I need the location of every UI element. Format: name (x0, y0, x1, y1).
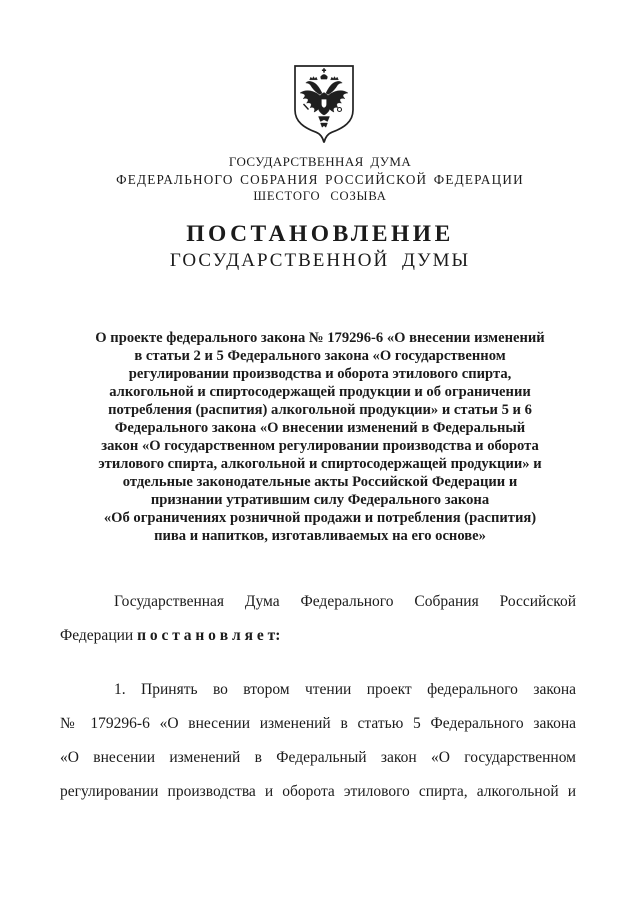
resolves-keyword: п о с т а н о в л я е т: (137, 627, 281, 644)
body-line: 1. Принять во втором чтении проект федерального закона (114, 681, 576, 698)
body-paragraph-item-1 (60, 673, 576, 809)
letterhead-org-parent: ФЕДЕРАЛЬНОГО СОБРАНИЯ РОССИЙСКОЙ ФЕДЕРАЦИИ (116, 171, 524, 187)
subject-line: этилового спирта, алкогольной и спиртосодержащей продукции» и (98, 456, 542, 472)
letterhead (0, 153, 640, 206)
body-paragraph-preamble (60, 585, 576, 653)
document-title-issuer: ГОСУДАРСТВЕННОЙ ДУМЫ (169, 250, 471, 271)
letterhead-org-name: ГОСУДАРСТВЕННАЯ ДУМА (228, 154, 412, 169)
letterhead-convocation: ШЕСТОГО СОЗЫВА (253, 189, 387, 203)
subject-line: в статьи 2 и 5 Федерального закона «О государственном (134, 348, 506, 364)
subject-line: отдельные законодательные акты Российской Федерации и (122, 474, 518, 490)
body-line: Государственная Дума Федерального Собрания Российской (114, 593, 576, 610)
body-line: регулировании производства и оборота этилового спирта, алкогольной и (60, 783, 576, 800)
body-line-plain: Федерации (60, 627, 134, 644)
subject-line: признании утратившим силу Федерального закона (150, 492, 490, 508)
subject-line: закон «О государственном регулировании производства и оборота (101, 438, 539, 454)
subject-line: «Об ограничениях розничной продажи и потребления (распития) (103, 510, 537, 526)
subject-line: Федерального закона «О внесении изменений в Федеральный (114, 420, 526, 436)
document-body (60, 585, 576, 809)
document-title-word: ПОСТАНОВЛЕНИЕ (186, 221, 454, 247)
body-line: «О внесении изменений в Федеральный закон «О государственном (60, 749, 576, 766)
document-subject (0, 329, 640, 545)
document-title (0, 221, 640, 273)
subject-line: пива и напитков, изготавливаемых на его основе» (154, 528, 486, 544)
subject-line: потребления (распития) алкогольной продукции» и статьи 5 и 6 (108, 402, 532, 418)
subject-line: регулировании производства и оборота этилового спирта, (128, 366, 512, 382)
body-line: № 179296-6 «О внесении изменений в статью 5 Федерального закона (60, 715, 576, 732)
subject-line: О проекте федерального закона № 179296-6 «О внесении изменений (95, 330, 545, 346)
russia-coat-of-arms-icon (291, 63, 357, 147)
body-line (60, 619, 576, 653)
subject-line: алкогольной и спиртосодержащей продукции и об ограничении (109, 384, 531, 400)
